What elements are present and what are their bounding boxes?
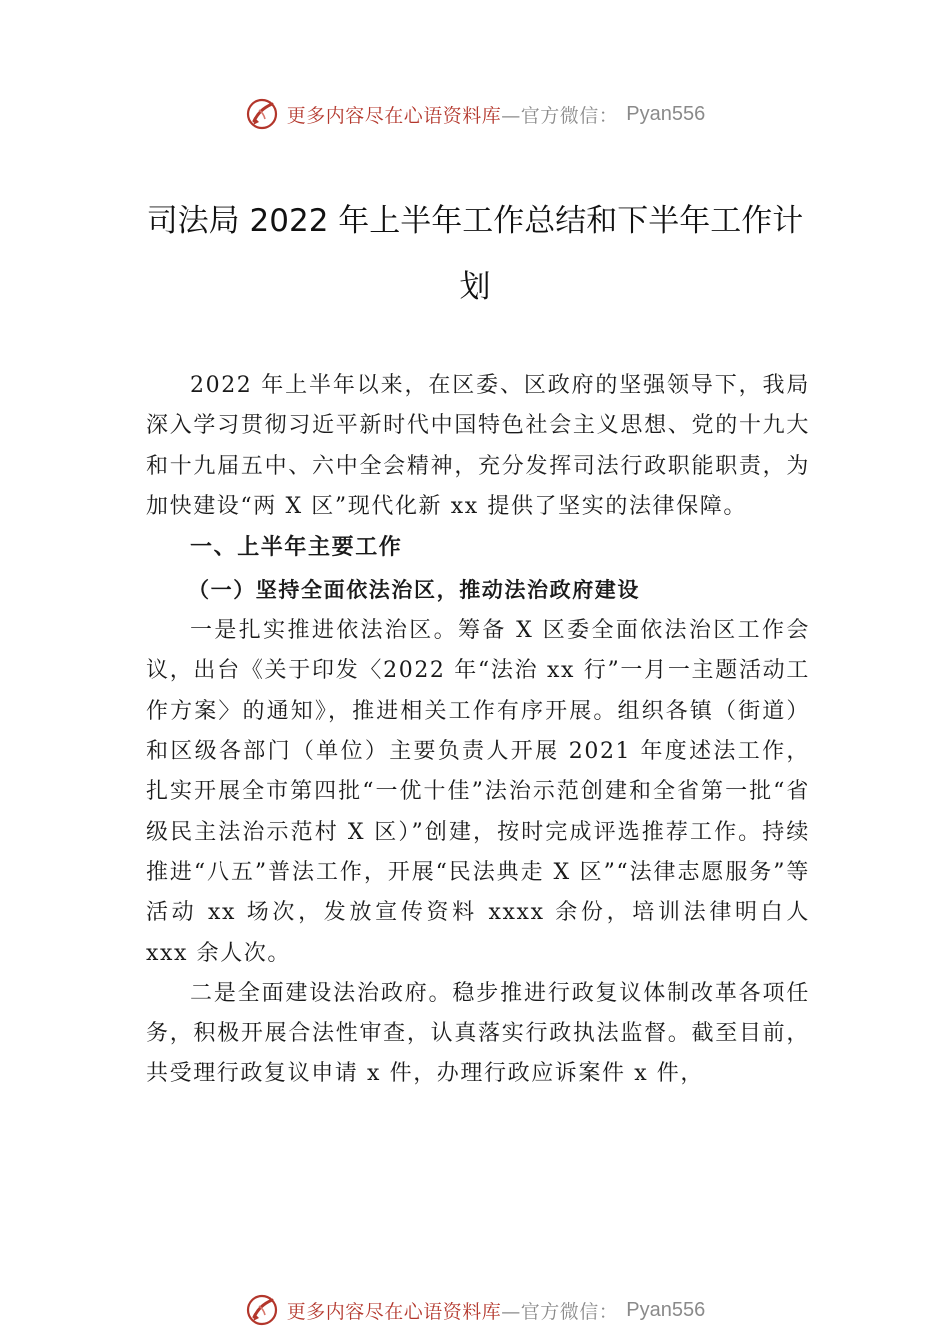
section-heading: 一、上半年主要工作: [190, 535, 403, 561]
watermark-dash: —: [501, 1300, 521, 1323]
paragraph-law-based-government: 二是全面建设法治政府。稳步推进行政复议体制改革各项任务，积极开展合法性审查，认真落实行政执法监督。截至目前，共受理行政复议申请 x 件，办理行政应诉案件 x 件，: [146, 980, 810, 1087]
document-body: [146, 366, 810, 1095]
watermark-brand-text: 更多内容尽在心语资料库: [286, 104, 502, 127]
watermark-brand-text: 更多内容尽在心语资料库: [286, 1300, 502, 1323]
watermark-wechat-id: Pyan556: [626, 1298, 706, 1321]
intro-paragraph: 2022 年上半年以来，在区委、区政府的坚强领导下，我局深入学习贯彻习近平新时代中国特色社会主义思想、党的十九大和十九届五中、六中全会精神，充分发挥司法行政职能职责，为加快建设“两 X 区”现代化新 xx 提供了坚实的法律保障。: [146, 373, 810, 519]
brush-logo-icon: [245, 1293, 279, 1327]
watermark-header: [0, 94, 950, 134]
subsection-heading: （一）坚持全面依法治区，推动法治政府建设: [188, 577, 640, 603]
watermark-wechat-id: Pyan556: [626, 102, 706, 125]
brush-logo-icon: [245, 97, 279, 131]
watermark-wechat-label: 官方微信：: [520, 104, 619, 127]
watermark-wechat-label: 官方微信：: [520, 1300, 619, 1323]
watermark-dash: —: [501, 104, 521, 127]
watermark-footer: [0, 1290, 950, 1330]
paragraph-rule-of-law: 一是扎实推进依法治区。筹备 X 区委全面依法治区工作会议，出台《关于印发〈2022 年“法治 xx 行”一月一主题活动工作方案〉的通知》，推进相关工作有序开展。组织各镇（街道）和区级各部门（单位）主要负责人开展 2021 年度述法工作，扎实开展全市第四批“一优十佳”法治示范创建和全省第一批“省级民主法治示范村 X 区）”创建，按时完成评选推荐工作。持续推进“八五”普法工作，开展“民法典走 X 区”“法律志愿服务”等活动 xx 场次，发放宣传资料 xxxx 余份，培训法律明白人 xxx 余人次。: [146, 618, 810, 966]
document-title: 司法局 2022 年上半年工作总结和下半年工作计划: [146, 203, 804, 305]
